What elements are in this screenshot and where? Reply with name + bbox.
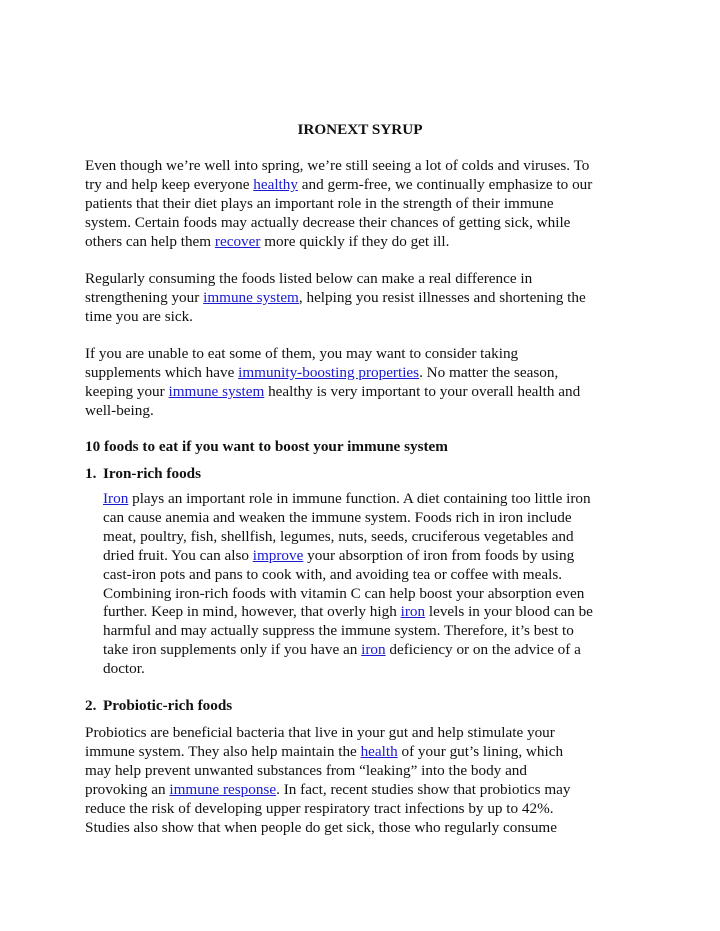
text-segment: . No matter the season, [419, 363, 559, 381]
text-segment: keeping your [85, 382, 169, 400]
text-segment: more quickly if they do get ill. [260, 232, 450, 250]
text-segment: , helping you resist illnesses and shortening the [298, 288, 586, 306]
text-line: Studies also show that when people do get sick, those who regularly consume [85, 818, 557, 836]
text-segment: of your gut’s lining, which [397, 742, 564, 760]
link-health[interactable]: health [360, 742, 398, 760]
text-line: can cause anemia and weaken the immune system. Foods rich in iron include [103, 508, 572, 526]
text-line [85, 781, 645, 800]
text-line: well-being. [85, 401, 154, 419]
text-segment: immune system. They also help maintain the [85, 742, 361, 760]
text-line: may help prevent unwanted substances from “leaking” into the body and [85, 761, 527, 779]
list-item-body-2 [85, 724, 645, 837]
text-line: Combining iron-rich foods with vitamin C can help boost your absorption even [103, 584, 585, 602]
text-line [103, 547, 643, 566]
list-item-title: Probiotic-rich foods [103, 697, 233, 714]
text-line [85, 233, 645, 252]
intro-paragraph-3 [85, 345, 645, 421]
text-line [85, 176, 645, 195]
text-line: Regularly consuming the foods listed below can make a real difference in [85, 270, 533, 287]
list-item-heading-1 [85, 465, 201, 484]
link-iron-3[interactable]: iron [361, 641, 386, 659]
text-line [103, 603, 643, 622]
link-improve[interactable]: improve [252, 546, 304, 564]
text-line: Probiotics are beneficial bacteria that live in your gut and help stimulate your [85, 724, 555, 741]
text-line [85, 364, 645, 383]
text-line: doctor. [103, 660, 145, 678]
text-line: meat, poultry, fish, shellfish, legumes, nuts, seeds, cruciferous vegetables and [103, 527, 574, 545]
text-line: Even though we’re well into spring, we’re still seeing a lot of colds and viruses. To [85, 157, 590, 174]
intro-paragraph-2 [85, 270, 645, 327]
text-segment: provoking an [85, 780, 170, 798]
text-line [85, 289, 645, 308]
text-line [103, 641, 643, 660]
link-immune-system-2[interactable]: immune system [168, 382, 265, 400]
link-iron[interactable]: Iron [103, 490, 129, 507]
text-line: If you are unable to eat some of them, you may want to consider taking [85, 345, 519, 362]
text-segment: strengthening your [85, 288, 204, 306]
text-segment: . In fact, recent studies show that probiotics may [276, 780, 571, 798]
link-immunity-boosting-properties[interactable]: immunity-boosting properties [238, 363, 420, 381]
text-segment: plays an important role in immune function. A diet containing too little iron [128, 490, 591, 507]
link-immune-system[interactable]: immune system [203, 288, 299, 306]
text-segment: healthy is very important to your overall health and [264, 382, 581, 400]
link-recover[interactable]: recover [214, 232, 261, 250]
text-line: patients that their diet plays an important role in the strength of their immune [85, 194, 554, 212]
text-line: harmful and may actually suppress the immune system. Therefore, it’s best to [103, 622, 574, 640]
text-segment: supplements which have [85, 363, 239, 381]
text-line [85, 383, 645, 402]
document-title: IRONEXT SYRUP [297, 121, 423, 138]
text-segment: try and help keep everyone [85, 175, 254, 193]
text-line: time you are sick. [85, 307, 193, 325]
section-heading: 10 foods to eat if you want to boost your immune system [85, 438, 448, 455]
text-segment: dried fruit. You can also [103, 546, 253, 564]
intro-paragraph-1 [85, 157, 645, 252]
list-item-body-1 [103, 490, 643, 679]
list-number: 1. [85, 465, 97, 482]
text-line [85, 743, 645, 762]
text-segment: take iron supplements only if you have an [103, 641, 362, 659]
link-iron-2[interactable]: iron [400, 603, 426, 621]
list-item-title: Iron-rich foods [103, 465, 202, 482]
text-segment: deficiency or on the advice of a [385, 641, 581, 659]
link-healthy[interactable]: healthy [253, 175, 298, 193]
text-line [103, 490, 643, 509]
text-segment: your absorption of iron from foods by using [303, 546, 575, 564]
text-segment: levels in your blood can be [425, 603, 593, 621]
text-segment: further. Keep in mind, however, that overly high [103, 603, 401, 621]
text-segment: others can help them [85, 232, 215, 250]
text-segment: and germ-free, we continually emphasize to our [297, 175, 593, 193]
text-line: reduce the risk of developing upper respiratory tract infections by up to 42%. [85, 799, 554, 817]
text-line: cast-iron pots and pans to cook with, and avoiding tea or coffee with meals. [103, 565, 563, 583]
list-number: 2. [85, 697, 97, 714]
link-immune-response[interactable]: immune response [169, 780, 277, 798]
list-item-heading-2 [85, 697, 232, 716]
text-line: system. Certain foods may actually decrease their chances of getting sick, while [85, 213, 571, 231]
